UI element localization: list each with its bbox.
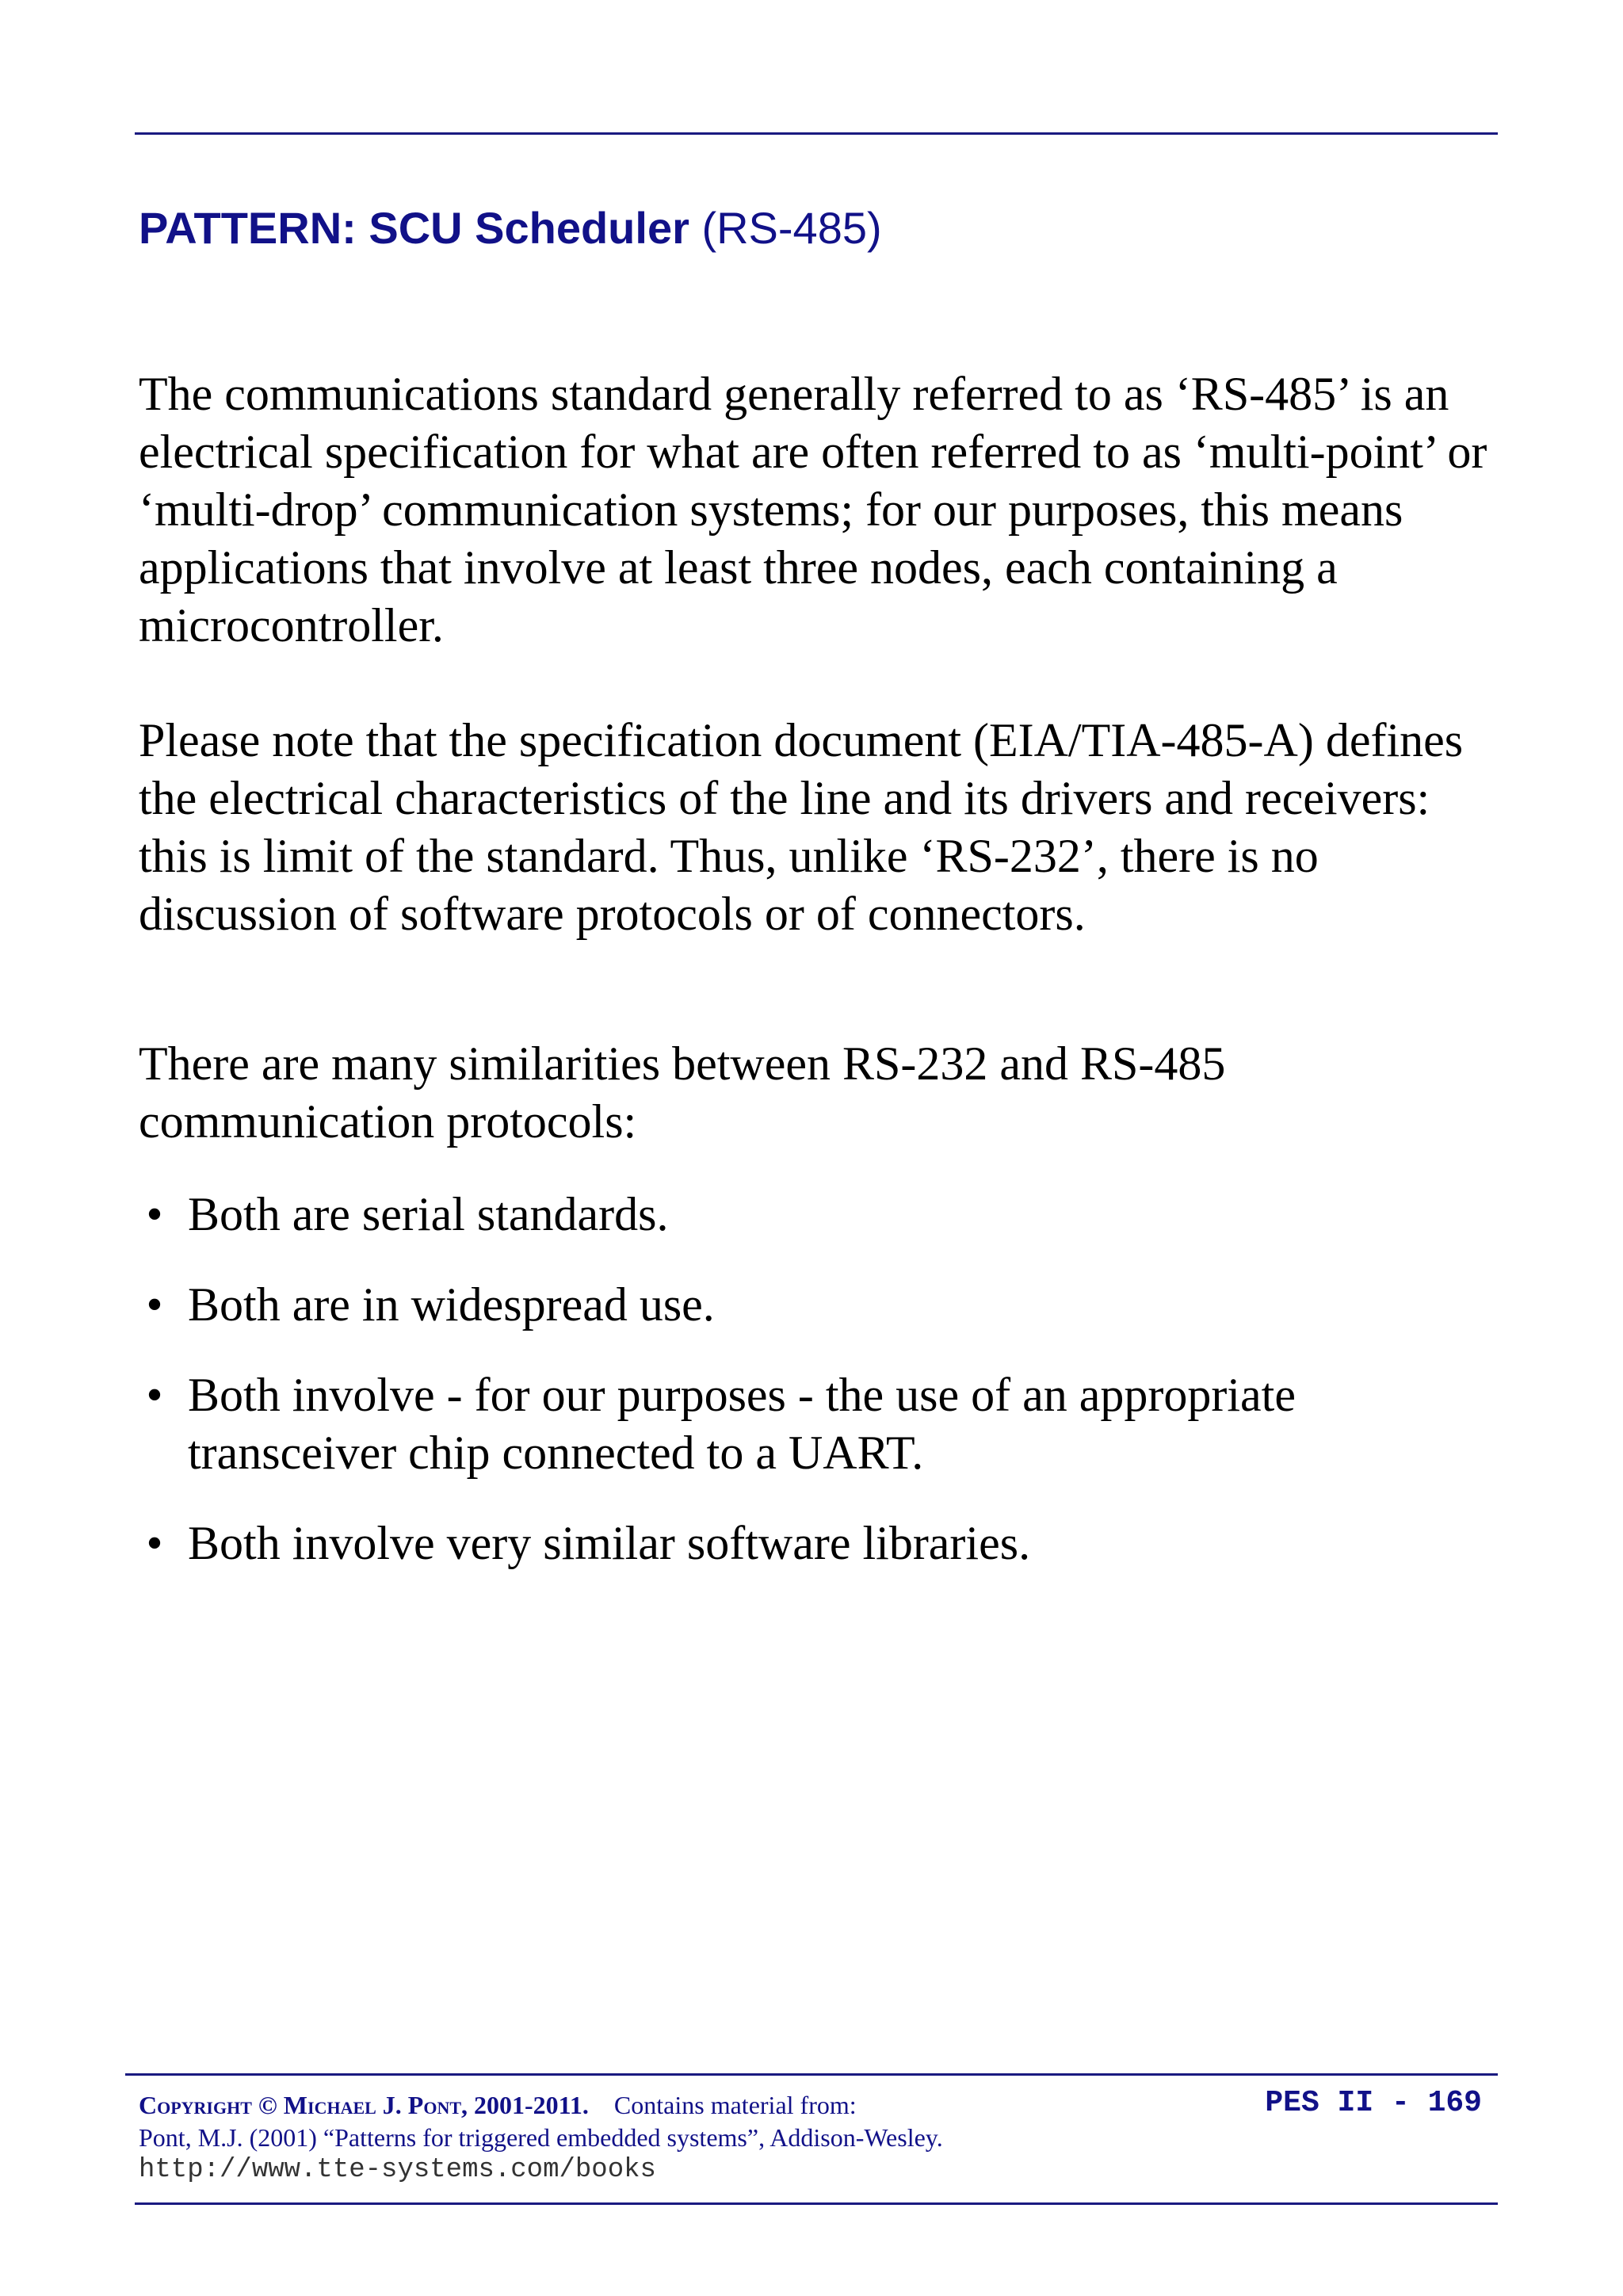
similarities-list xyxy=(139,1186,1502,1605)
bullet-icon: • xyxy=(146,1188,163,1240)
footer-copyright: Copyright © Michael J. Pont, 2001-2011. xyxy=(139,2091,589,2119)
footer-credits xyxy=(139,2089,943,2187)
list-item-text: Both involve - for our purposes - the use of an appropriate transceiver chip connected to a UART. xyxy=(188,1369,1296,1479)
list-item xyxy=(139,1276,1502,1334)
title-normal-part: (RS-485) xyxy=(701,203,882,253)
footer-citation: Pont, M.J. (2001) “Patterns for triggered embedded systems”, Addison-Wesley. xyxy=(139,2123,943,2152)
list-item xyxy=(139,1515,1502,1572)
bullet-icon: • xyxy=(146,1517,163,1569)
bullet-icon: • xyxy=(146,1369,163,1421)
paragraph-similarities-intro: There are many similarities between RS-232 and RS-485 communication protocols: xyxy=(139,1037,1226,1148)
footer-bottom-rule xyxy=(135,2202,1498,2205)
page-title xyxy=(139,202,882,254)
bullet-icon: • xyxy=(146,1278,163,1331)
paragraph-rs485-intro: The communications standard generally referred to as ‘RS-485’ is an electrical specification for what are often referred to as ‘multi-point’ or ‘multi-drop’ communication systems; for our purposes, this means applications that involve at least three nodes, each containing a microcontroller. xyxy=(139,368,1487,651)
title-bold-part: PATTERN: SCU Scheduler xyxy=(139,203,689,253)
list-item-text: Both are in widespread use. xyxy=(188,1278,715,1331)
header-rule xyxy=(135,132,1498,135)
page-number: PES II - 169 xyxy=(1265,2086,1482,2120)
paragraph-specification-note: Please note that the specification document (EIA/TIA-485-A) defines the electrical characteristics of the line and its drivers and receivers: this is limit of the standard. Thus, unlike ‘RS-232’, there is no discussion of software protocols or of connectors. xyxy=(139,714,1464,940)
footer-contains-label: Contains material from: xyxy=(613,2091,857,2119)
footer-url: http://www.tte-systems.com/books xyxy=(139,2155,656,2185)
footer-top-rule xyxy=(125,2073,1498,2076)
list-item xyxy=(139,1186,1502,1244)
list-item-text: Both are serial standards. xyxy=(188,1188,669,1240)
list-item xyxy=(139,1366,1502,1482)
list-item-text: Both involve very similar software libraries. xyxy=(188,1517,1031,1569)
